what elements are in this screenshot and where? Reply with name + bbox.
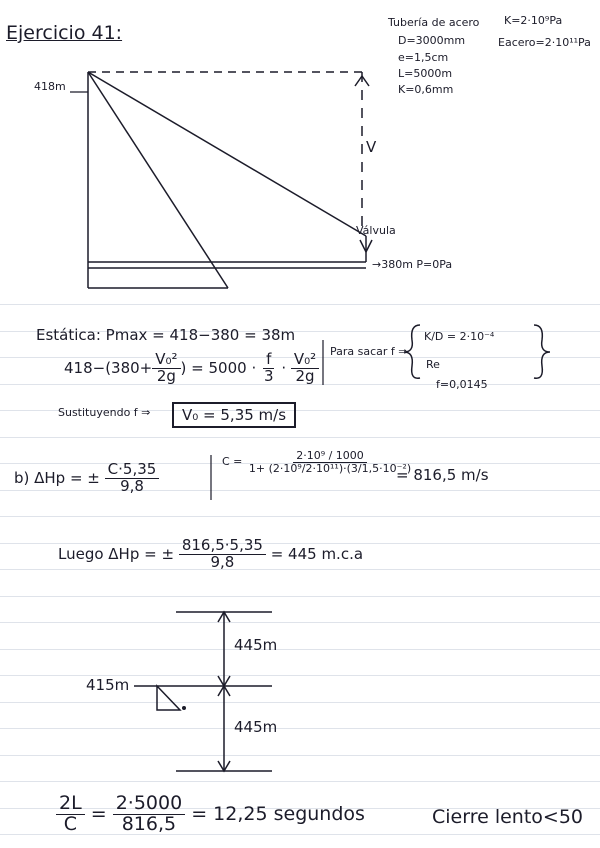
luego-lhs: Luego ΔHp = ± bbox=[58, 544, 175, 563]
data-k-modulus: K=2·10⁹Pa bbox=[504, 14, 563, 27]
partb-c-lhs: C = bbox=[222, 455, 243, 469]
statics-frac-f: $\frac{f}{3}$ bbox=[264, 350, 274, 385]
statics-lhs: 418−(380+ bbox=[64, 358, 153, 377]
data-material: Tubería de acero bbox=[388, 16, 480, 29]
data-roughness: K=0,6mm bbox=[398, 83, 454, 96]
final-result: = 12,25 segundos bbox=[191, 802, 365, 825]
data-length: L=5000m bbox=[398, 67, 453, 80]
statics-frac-v: $\frac{\text{V₀²}}{2g}$ bbox=[152, 352, 180, 385]
statics-equation: 418−(380+ $\frac{\text{V₀²}}{2g}$ ) = 5000 · $\frac{f}{3}$ · $\frac{\text{V₀²}}{2g}$ bbox=[64, 352, 319, 385]
final-frac1: $\frac{2L}{C}$ bbox=[56, 794, 85, 835]
statics-side-a: Para sacar f ⇒ bbox=[330, 345, 408, 358]
fig2-bottom-label: 445m bbox=[234, 718, 278, 736]
statics-result-box: V₀ = 5,35 m/s bbox=[172, 402, 296, 428]
page-title: Ejercicio 41: bbox=[6, 22, 123, 44]
fig1-outlet-label: →380m P=0Pa bbox=[372, 258, 453, 271]
fig1-valve-label: Válvula bbox=[356, 224, 396, 237]
statics-side-c: Re bbox=[426, 358, 440, 371]
luego-frac: $\frac{816,5\cdot 5,35}{9,8}$ bbox=[179, 538, 266, 571]
partb-c-result: = 816,5 m/s bbox=[396, 466, 489, 484]
final-frac2: $\frac{2\cdot 5000}{816,5}$ bbox=[113, 794, 185, 835]
statics-line1: Estática: Pmax = 418−380 = 38m bbox=[36, 326, 296, 344]
final-note: Cierre lento<50 bbox=[432, 806, 584, 828]
final-equation: $\frac{2L}{C}$ = $\frac{2\cdot 5000}{816,5}$ = 12,25 segundos bbox=[56, 794, 365, 835]
luego-result: = 445 m.c.a bbox=[270, 544, 364, 563]
fig1-velocity-label: V bbox=[366, 138, 377, 156]
statics-subst: Sustituyendo f ⇒ bbox=[58, 406, 151, 419]
partb-frac: $\frac{C\cdot 5,35}{9,8}$ bbox=[105, 462, 160, 495]
fig1-height-label: 418m bbox=[34, 80, 66, 93]
fig2-top-label: 445m bbox=[234, 636, 278, 654]
data-e-modulus: Eacero=2·10¹¹Pa bbox=[498, 36, 591, 49]
partb-lhs: b) ΔHp = ± bbox=[14, 468, 100, 487]
partb-c-frac: $\frac{\text{2·10⁹ / 1000}}{\text{1+ (2·10⁹/2·10¹¹)·(3/1,5·10⁻²)}}$ bbox=[248, 449, 412, 475]
statics-mid: ) = 5000 · bbox=[180, 358, 257, 377]
statics-side-d: f=0,0145 bbox=[436, 378, 488, 391]
data-thickness: e=1,5cm bbox=[398, 51, 449, 64]
fig2-mid-label: 415m bbox=[86, 676, 130, 694]
data-diameter: D=3000mm bbox=[398, 34, 466, 47]
statics-side-b: K/D = 2·10⁻⁴ bbox=[424, 330, 495, 343]
statics-frac-v2: $\frac{\text{V₀²}}{2g}$ bbox=[291, 352, 319, 385]
